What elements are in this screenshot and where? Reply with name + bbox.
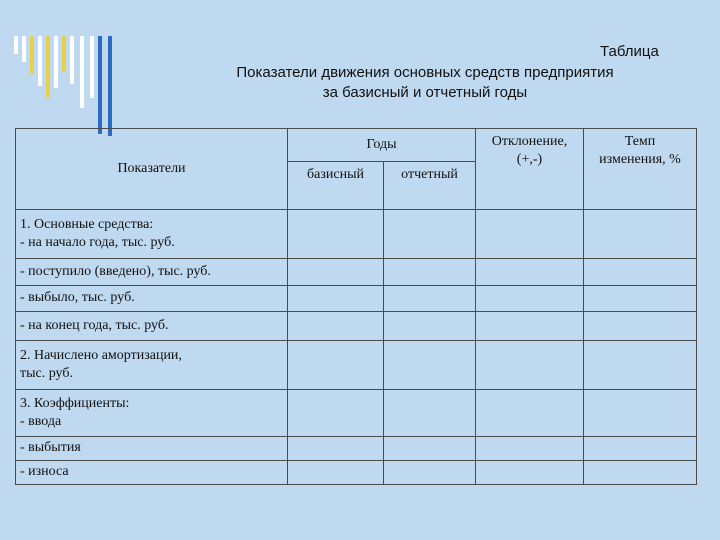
cell-base: [288, 312, 384, 340]
header-report-year: отчетный: [384, 161, 476, 210]
cell-report: [384, 460, 476, 484]
cell-deviation: [476, 390, 584, 437]
header-rate-line-2: изменения, %: [599, 152, 681, 167]
table-row: [16, 340, 697, 390]
table-row: [16, 312, 697, 340]
cell-deviation: [476, 259, 584, 285]
fixed-assets-table: [15, 128, 697, 485]
cell-rate: [584, 340, 697, 390]
table-row: [16, 259, 697, 285]
cell-base: [288, 390, 384, 437]
header-years: Годы: [288, 129, 476, 162]
cell-deviation: [476, 437, 584, 460]
cell-base: [288, 460, 384, 484]
cell-base: [288, 285, 384, 311]
cell-report: [384, 259, 476, 285]
cell-deviation: [476, 460, 584, 484]
cell-report: [384, 390, 476, 437]
row-label-line-2: тыс. руб.: [20, 365, 73, 381]
row-label: - износа: [16, 460, 288, 484]
cell-rate: [584, 437, 697, 460]
row-label: [16, 340, 288, 390]
header-rate: [584, 129, 697, 210]
row-label-line-2: - на начало года, тыс. руб.: [20, 235, 175, 251]
row-label-line-1: 1. Основные средства:: [20, 217, 154, 233]
cell-rate: [584, 210, 697, 259]
cell-deviation: [476, 285, 584, 311]
cell-deviation: [476, 312, 584, 340]
row-label-line-2: - ввода: [20, 414, 62, 430]
cell-rate: [584, 312, 697, 340]
row-label: - выбытия: [16, 437, 288, 460]
cell-deviation: [476, 340, 584, 390]
table-row: [16, 390, 697, 437]
cell-report: [384, 340, 476, 390]
cell-base: [288, 210, 384, 259]
header-deviation-line-1: Отклонение,: [491, 134, 568, 149]
cell-rate: [584, 259, 697, 285]
table-row: [16, 437, 697, 460]
row-label-line-1: 2. Начислено амортизации,: [20, 347, 182, 363]
cell-report: [384, 312, 476, 340]
cell-base: [288, 259, 384, 285]
header-indicators: Показатели: [16, 129, 288, 210]
cell-rate: [584, 460, 697, 484]
table-title-line-1: Показатели движения основных средств предприятия: [236, 64, 614, 81]
table-row: [16, 460, 697, 484]
row-label: - выбыло, тыс. руб.: [16, 285, 288, 311]
cell-report: [384, 285, 476, 311]
header-base-year: базисный: [288, 161, 384, 210]
cell-report: [384, 210, 476, 259]
row-label: [16, 390, 288, 437]
cell-deviation: [476, 210, 584, 259]
row-label: [16, 210, 288, 259]
cell-base: [288, 340, 384, 390]
row-label: - на конец года, тыс. руб.: [16, 312, 288, 340]
header-deviation-line-2: (+,-): [516, 152, 543, 167]
cell-base: [288, 437, 384, 460]
table-title-line-2: за базисный и отчетный годы: [322, 84, 528, 101]
row-label: - поступило (введено), тыс. руб.: [16, 259, 288, 285]
cell-report: [384, 437, 476, 460]
cell-rate: [584, 390, 697, 437]
header-rate-line-1: Темп: [624, 134, 656, 149]
cell-rate: [584, 285, 697, 311]
table-row: [16, 285, 697, 311]
header-deviation: [476, 129, 584, 210]
row-label-line-1: 3. Коэффициенты:: [20, 396, 130, 412]
table-row: [16, 210, 697, 259]
table-label: Таблица: [600, 43, 659, 60]
